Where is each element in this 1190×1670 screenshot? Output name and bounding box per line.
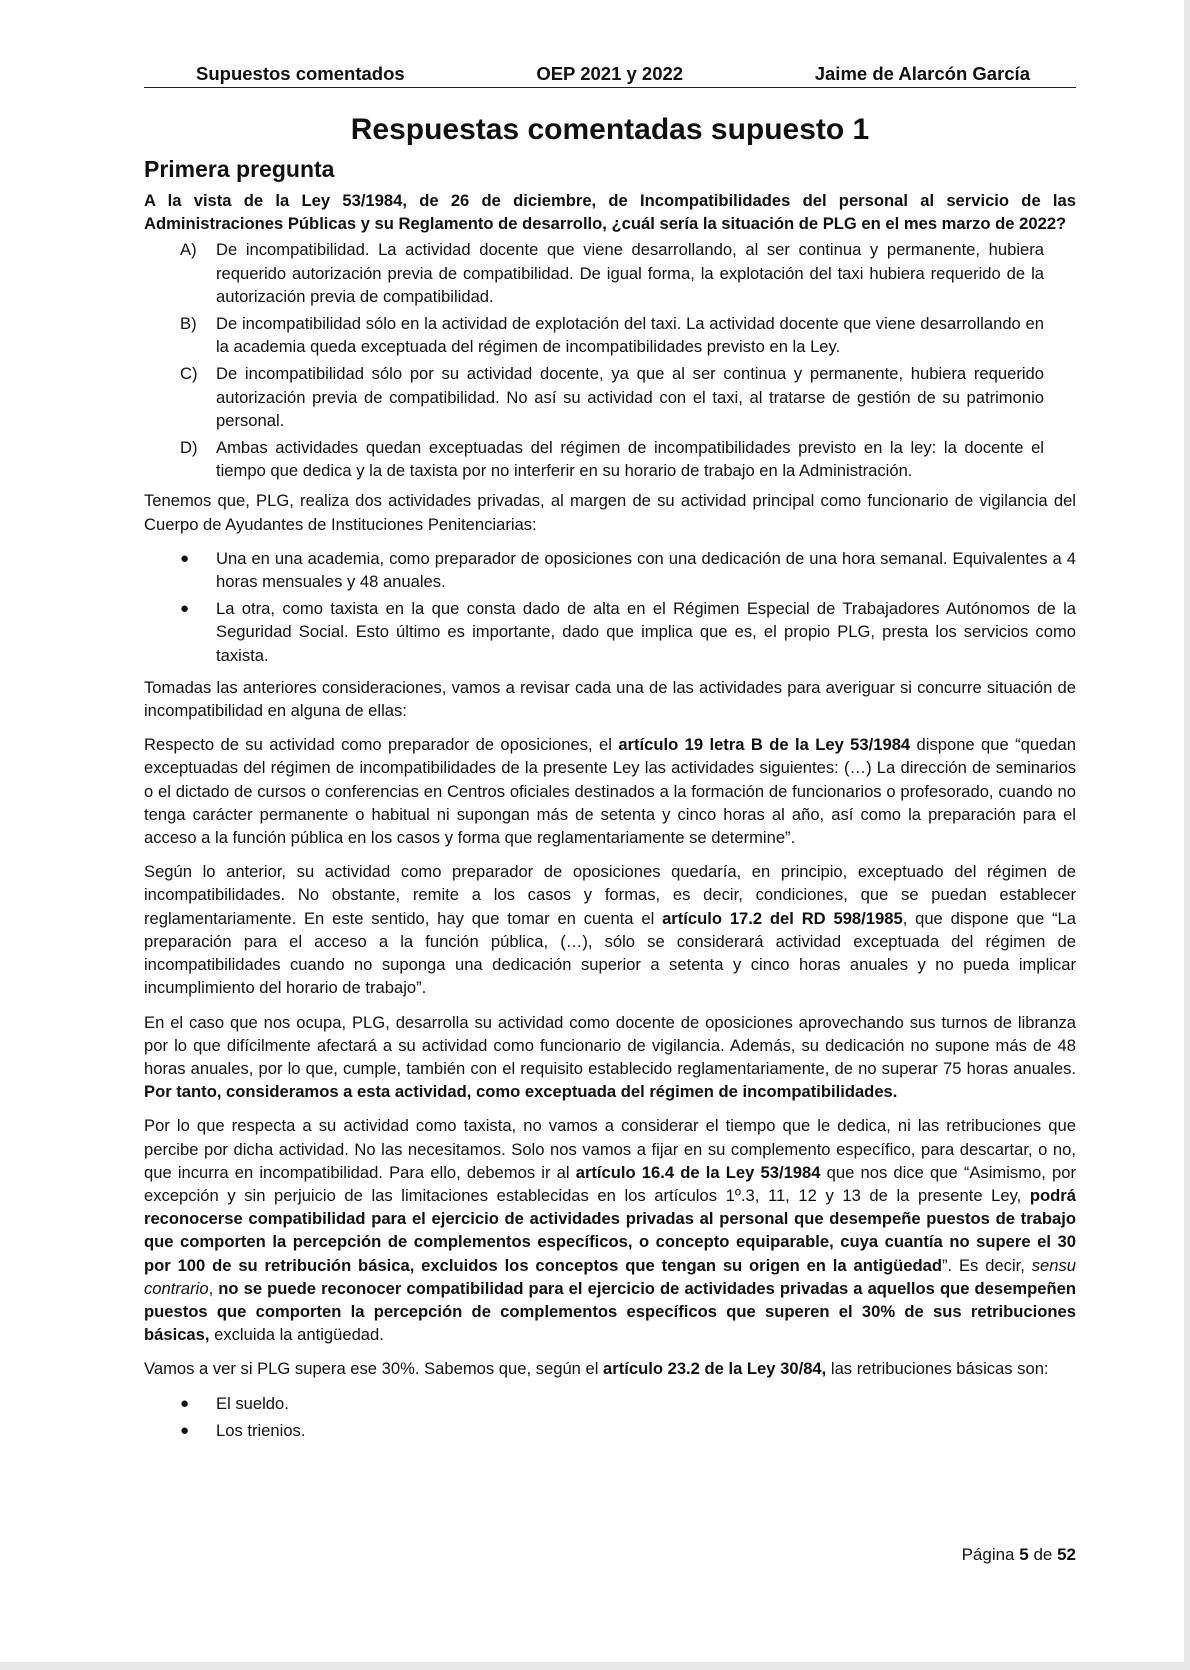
retribuciones-list bbox=[144, 1392, 1076, 1442]
page-edge-bottom bbox=[0, 1662, 1190, 1670]
paragraph-article-19: Respecto de su actividad como preparador de oposiciones, el artículo 19 letra B de la Ley 53/1984 dispone que “quedan exceptuadas del régimen de incompatibilidades de la presente Ley las actividades siguientes: (…) La dirección de seminarios o el dictado de cursos o conferencias en Centros oficiales destinados a la formación de funcionarios o profesorado, cuando no tenga carácter permanente o habitual ni supongan más de setenta y cinco horas al año, así como la preparación para el acceso a la función pública en los casos y forma que reglamentariamente se determine”. bbox=[144, 735, 1076, 848]
bullet-icon: ● bbox=[180, 1394, 190, 1412]
document-page bbox=[144, 62, 1076, 1451]
paragraph-considerations: Tomadas las anteriores consideraciones, vamos a revisar cada una de las actividades para averiguar si concurre situación de incompatibilidad en alguna de ellas: bbox=[144, 677, 1076, 721]
option-letter: C) bbox=[180, 364, 198, 384]
header-left: Supuestos comentados bbox=[196, 63, 405, 84]
list-item bbox=[180, 547, 1076, 593]
option-text: De incompatibilidad. La actividad docente que viene desarrollando, al ser continua y permanente, hubiera requerido autorización previa de compatibilidad. De igual forma, la explotación del taxi hubiera requerido de la autorización previa de compatibilidad. bbox=[216, 240, 1044, 306]
header-right: Jaime de Alarcón García bbox=[814, 63, 1030, 84]
header-center: OEP 2021 y 2022 bbox=[536, 63, 684, 84]
option-b bbox=[180, 312, 1044, 358]
page-title: Respuestas comentadas supuesto 1 bbox=[350, 113, 870, 146]
list-item bbox=[180, 1419, 1076, 1442]
list-item-text: Una en una academia, como preparador de oposiciones con una dedicación de una hora semanal. Equivalentes a 4 horas mensuales y 48 anuales. bbox=[216, 548, 1076, 592]
option-letter: B) bbox=[180, 314, 197, 334]
paragraph-conclusion-docente: En el caso que nos ocupa, PLG, desarrolla su actividad como docente de oposiciones aprovechando sus turnos de libranza por lo que difícilmente afectará a su actividad como funcionario de vigilancia. Además, su dedicación no supone más de 48 horas anuales, por lo que, cumple, también con el requisito establecido reglamentariamente, de no superar 75 horas anuales. Por tanto, consideramos a esta actividad, como exceptuada del régimen de incompatibilidades. bbox=[144, 1012, 1076, 1102]
list-item bbox=[180, 1392, 1076, 1415]
list-item-text: La otra, como taxista en la que consta dado de alta en el Régimen Especial de Trabajadores Autónomos de la Seguridad Social. Esto último es importante, dado que implica que es, el propio PLG, presta los servicios como taxista. bbox=[216, 599, 1076, 665]
option-text: Ambas actividades quedan exceptuadas del régimen de incompatibilidades previsto en la ley: la docente el tiempo que dedica y la de taxista por no interferir en su horario de trabajo en la Administración. bbox=[216, 438, 1044, 481]
option-c bbox=[180, 362, 1044, 432]
option-letter: D) bbox=[180, 438, 198, 458]
option-d bbox=[180, 436, 1044, 482]
bullet-icon: ● bbox=[180, 549, 190, 567]
bullet-icon: ● bbox=[180, 1421, 190, 1439]
page-edge-right bbox=[1184, 0, 1190, 1670]
option-a bbox=[180, 238, 1044, 308]
list-item-text: El sueldo. bbox=[216, 1393, 289, 1413]
activities-list bbox=[144, 547, 1076, 667]
page-header bbox=[144, 62, 1076, 88]
option-text: De incompatibilidad sólo por su actividad docente, ya que al ser continua y permanente, hubiera requerido autorización previa de compatibilidad. No así su actividad con el taxi, al tratarse de gestión de su patrimonio personal. bbox=[216, 364, 1044, 430]
option-letter: A) bbox=[180, 240, 197, 260]
section-title: Primera pregunta bbox=[144, 156, 335, 182]
page-number: Página 5 de 52 bbox=[961, 1545, 1076, 1564]
question-text: A la vista de la Ley 53/1984, de 26 de diciembre, de Incompatibilidades del personal al servicio de las Administraciones Públicas y su Reglamento de desarrollo, ¿cuál sería la situación de PLG en el mes marzo de 2022? bbox=[144, 191, 1076, 234]
paragraph-intro: Tenemos que, PLG, realiza dos actividades privadas, al margen de su actividad principal como funcionario de vigilancia del Cuerpo de Ayudantes de Instituciones Penitenciarias: bbox=[144, 491, 1076, 534]
bullet-icon: ● bbox=[180, 600, 190, 618]
paragraph-article-23: Vamos a ver si PLG supera ese 30%. Sabemos que, según el artículo 23.2 de la Ley 30/84, las retribuciones básicas son: bbox=[144, 1359, 1049, 1379]
answer-options bbox=[144, 238, 1076, 482]
list-item-text: Los trienios. bbox=[216, 1420, 306, 1440]
option-text: De incompatibilidad sólo en la actividad de explotación del taxi. La actividad docente que viene desarrollando en la academia queda exceptuada del régimen de incompatibilidades previsto en la Ley. bbox=[216, 314, 1044, 357]
list-item bbox=[180, 597, 1076, 667]
paragraph-article-16: Por lo que respecta a su actividad como taxista, no vamos a considerar el tiempo que le dedica, ni las retribuciones que percibe por dicha actividad. No las necesitamos. Solo nos vamos a fijar en su complemento específico, para descartar, o no, que incurra en incompatibilidad. Para ello, debemos ir al artículo 16.4 de la Ley 53/1984 que nos dice que “Asimismo, por excepción y sin perjuicio de las limitaciones establecidas en los artículos 1º.3, 11, 12 y 13 de la presente Ley, podrá reconocerse compatibilidad para el ejercicio de actividades privadas al personal que desempeñe puestos de trabajo que comporten la percepción de complementos específicos, o concepto equiparable, cuya cuantía no supere el 30 por 100 de su retribución básica, excluidos los conceptos que tengan su origen en la antigüedad”. Es decir, sensu contrario, no se puede reconocer compatibilidad para el ejercicio de actividades privadas a aquellos que desempeñen puestos que comporten la percepción de complementos específicos que superen el 30% de sus retribuciones básicas, excluida la antigüedad. bbox=[144, 1116, 1077, 1345]
paragraph-article-17: Según lo anterior, su actividad como preparador de oposiciones quedaría, en principio, exceptuado del régimen de incompatibilidades. No obstante, remite a los casos y formas, es decir, condiciones, que se puedan establecer reglamentariamente. En este sentido, hay que tomar en cuenta el artículo 17.2 del RD 598/1985, que dispone que “La preparación para el acceso a la función pública, (…), sólo se considerará actividad exceptuada del régimen de incompatibilidades cuando no suponga una dedicación superior a setenta y cinco horas anuales y no pueda implicar incumplimiento del horario de trabajo”. bbox=[144, 862, 1076, 998]
